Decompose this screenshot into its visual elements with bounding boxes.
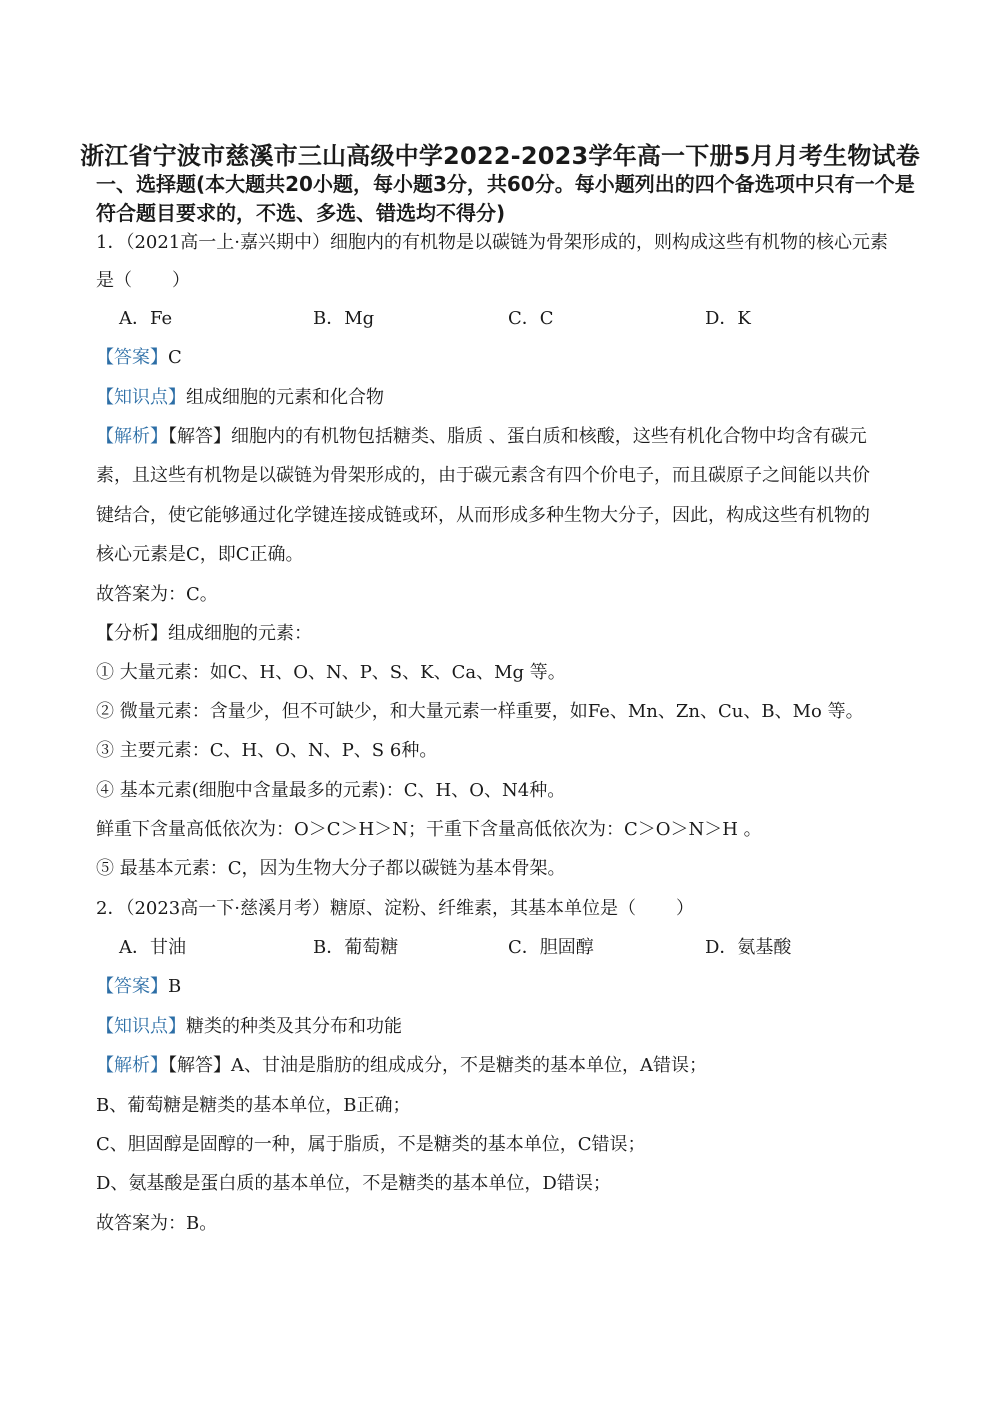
q2-knowledge-value: 糖类的种类及其分布和功能 [186, 1016, 402, 1037]
analysis-tag: 【解析】 [96, 426, 168, 447]
q1-analysis-text: 【解答】细胞内的有机物包括糖类、脂质 、蛋白质和核酸，这些有机化合物中均含有碳元 [168, 426, 867, 447]
knowledge-tag: 【知识点】 [96, 1016, 186, 1037]
q2-stem [96, 897, 694, 921]
answer-tag: 【答案】 [96, 976, 168, 997]
q1-knowledge-line [96, 386, 384, 410]
q2-knowledge-line [96, 1015, 402, 1039]
q1-stem-line1: 1．（2021高一上·嘉兴期中）细胞内的有机物是以碳链为骨架形成的，则构成这些有机物的核心元素 [96, 232, 888, 253]
q2-option-a: A．甘油 [119, 937, 186, 958]
knowledge-tag: 【知识点】 [96, 387, 186, 408]
q2-analysis-line [96, 1054, 707, 1078]
q1-answer-line [96, 346, 182, 370]
q1-point-4: ④ 基本元素(细胞中含量最多的元素)：C、H、O、N4种。 [96, 780, 566, 801]
q2-stem-end: ） [675, 898, 694, 919]
q2-analysis-line-3: C、胆固醇是固醇的一种，属于脂质，不是糖类的基本单位，C错误； [96, 1134, 646, 1155]
q1-conclusion: 故答案为：C。 [96, 584, 218, 605]
q1-analysis-heading: 【分析】组成细胞的元素： [96, 623, 312, 644]
q2-stem-start: 2．（2023高一下·慈溪月考）糖原、淀粉、纤维素，其基本单位是（ [96, 898, 636, 919]
q1-analysis-line-4: 核心元素是C，即C正确。 [96, 544, 304, 565]
q2-option-c: C．胆固醇 [508, 937, 594, 958]
q1-stem-start: 是（ [96, 270, 132, 291]
q2-option-d: D．氨基酸 [705, 937, 792, 958]
section-heading: 一、选择题(本大题共20小题，每小题3分，共60分。每小题列出的四个备选项中只有一个是符合题目要求的，不选、多选、错选均不得分) [96, 172, 915, 225]
q1-weight-order: 鲜重下含量高低依次为：O＞C＞H＞N；干重下含量高低依次为：C＞O＞N＞H 。 [96, 819, 762, 840]
page-title: 浙江省宁波市慈溪市三山高级中学2022-2023学年高一下册5月月考生物试卷 [80, 142, 920, 170]
q1-analysis-line [96, 425, 867, 449]
q1-analysis-line-3: 键结合，使它能够通过化学键连接成链或环，从而形成多种生物大分子，因此，构成这些有机物的 [96, 505, 870, 526]
q1-knowledge-value: 组成细胞的元素和化合物 [186, 387, 384, 408]
q1-point-2: ② 微量元素：含量少，但不可缺少，和大量元素一样重要，如Fe、Mn、Zn、Cu、B、Mo 等。 [96, 701, 864, 722]
q1-point-1: ① 大量元素：如C、H、O、N、P、S、K、Ca、Mg 等。 [96, 662, 566, 683]
q2-conclusion: 故答案为：B。 [96, 1213, 218, 1234]
q1-option-a: A．Fe [119, 308, 173, 329]
q1-option-b: B．Mg [313, 308, 375, 329]
q1-option-d: D．K [705, 308, 751, 329]
q1-stem-end: ） [172, 270, 190, 291]
q2-analysis-line-4: D、氨基酸是蛋白质的基本单位，不是糖类的基本单位，D错误； [96, 1173, 611, 1194]
q1-stem-line2 [96, 269, 190, 293]
q2-analysis-line-2: B、葡萄糖是糖类的基本单位，B正确； [96, 1095, 411, 1116]
q2-analysis-text: 【解答】A、甘油是脂肪的组成成分，不是糖类的基本单位，A错误； [168, 1055, 707, 1076]
q1-point-5: ⑤ 最基本元素：C，因为生物大分子都以碳链为基本骨架。 [96, 858, 566, 879]
q2-answer-line [96, 975, 181, 999]
q2-answer-value: B [168, 976, 182, 997]
q2-option-b: B．葡萄糖 [313, 937, 399, 958]
q1-option-c: C．C [508, 308, 554, 329]
analysis-tag: 【解析】 [96, 1055, 168, 1076]
q1-point-3: ③ 主要元素：C、H、O、N、P、S 6种。 [96, 740, 438, 761]
q1-analysis-line-2: 素，且这些有机物是以碳链为骨架形成的，由于碳元素含有四个价电子，而且碳原子之间能以共价 [96, 465, 870, 486]
answer-tag: 【答案】 [96, 347, 168, 368]
q1-answer-value: C [168, 347, 182, 368]
